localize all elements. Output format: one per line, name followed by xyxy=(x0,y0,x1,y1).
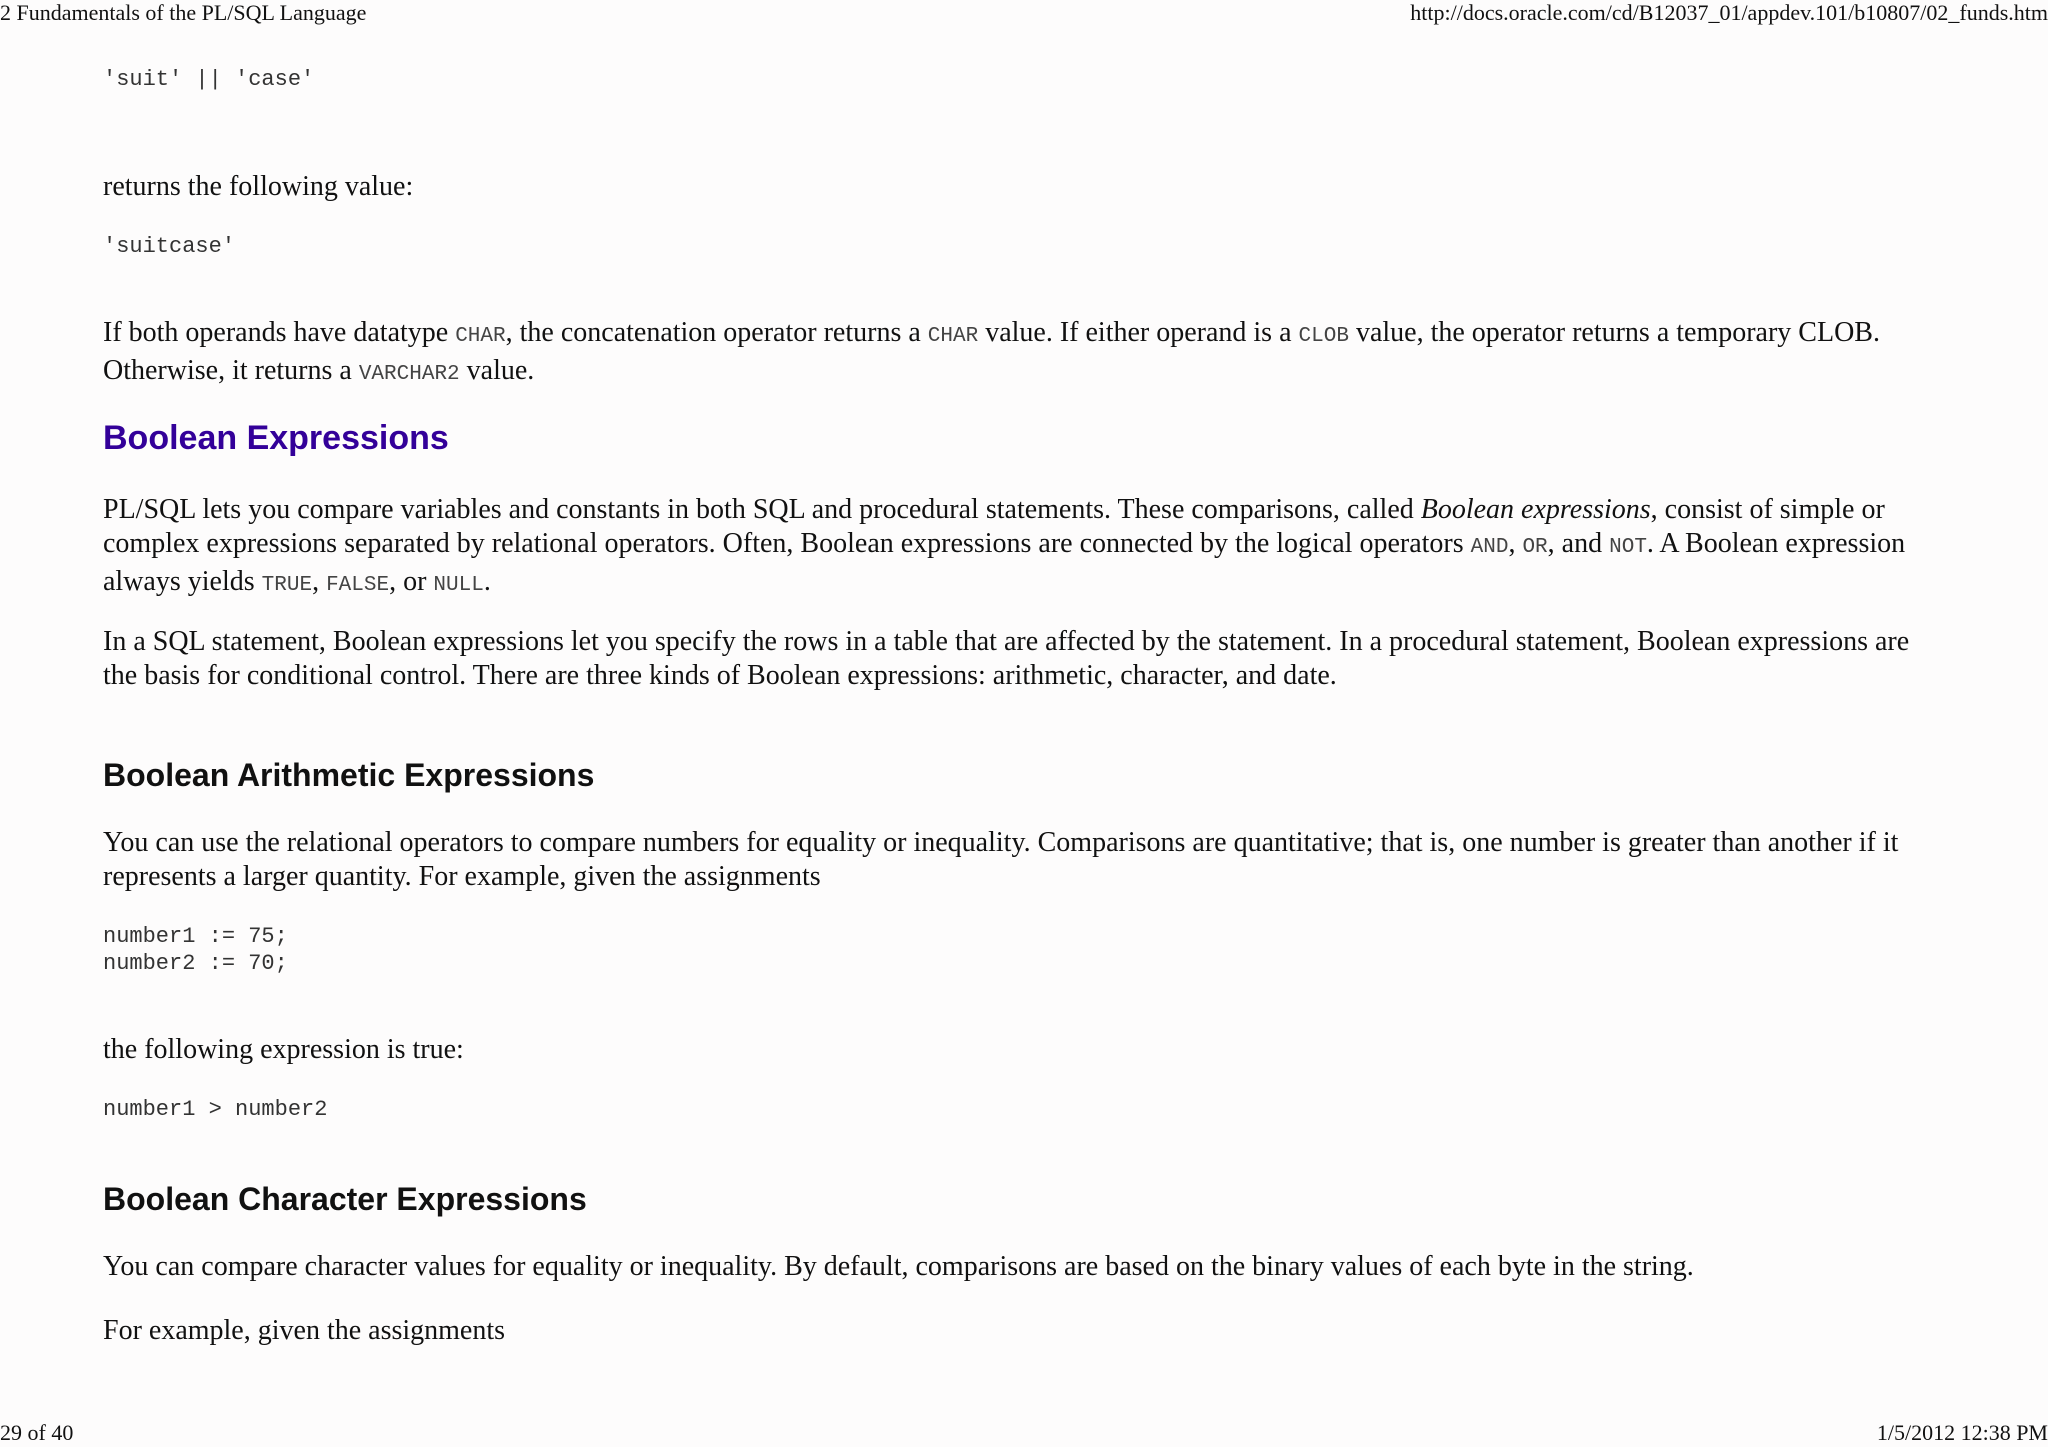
text-run: . xyxy=(483,566,491,597)
text-run: PL/SQL lets you compare variables and constants in both SQL and procedural statements. These comparisons, called xyxy=(103,494,1421,525)
heading-boolean-expressions: Boolean Expressions xyxy=(103,419,449,457)
text-run: . A Boolean expression always yields xyxy=(103,528,1906,597)
text-run: , consist of simple or complex expressions separated by relational operators. Often, Boolean expressions are connected by the logical operators xyxy=(103,494,1885,559)
term-boolean-expressions: Boolean expressions xyxy=(1420,494,1651,525)
keyword-and: AND xyxy=(1470,536,1509,559)
text-run: , the concatenation operator returns a xyxy=(505,317,928,348)
keyword-not: NOT xyxy=(1609,536,1647,559)
paragraph-expression-true: the following expression is true: xyxy=(103,1034,464,1065)
paragraph-boolean-intro xyxy=(103,493,1948,603)
page-footer-datetime: 1/5/2012 12:38 PM xyxy=(1876,1420,2048,1445)
paragraph-for-example: For example, given the assignments xyxy=(103,1315,506,1346)
page-header-url: http://docs.oracle.com/cd/B12037_01/appdev.101/b10807/02_funds.htm xyxy=(1410,0,2048,25)
text-run: , xyxy=(1508,528,1523,559)
paragraph-character: You can compare character values for equality or inequality. By default, comparisons are based on the binary values of each byte in the string. xyxy=(103,1251,1694,1282)
keyword-false: FALSE xyxy=(326,574,390,597)
keyword-char: CHAR xyxy=(455,325,506,348)
paragraph-arithmetic: You can use the relational operators to compare numbers for equality or inequality. Comparisons are quantitative; that is, one number is greater than another if it represents a larger quantity. For example, given the assignments xyxy=(103,827,1899,892)
page-header-title: 2 Fundamentals of the PL/SQL Language xyxy=(0,0,367,25)
keyword-or: OR xyxy=(1522,536,1548,559)
heading-boolean-character: Boolean Character Expressions xyxy=(103,1181,587,1217)
text-run: value, the operator returns a temporary CLOB. Otherwise, it returns a xyxy=(103,317,1880,386)
text-run: , and xyxy=(1547,528,1610,559)
text-run: , or xyxy=(389,566,434,597)
heading-boolean-arithmetic: Boolean Arithmetic Expressions xyxy=(103,757,595,793)
paragraph-returns: returns the following value: xyxy=(103,171,414,202)
page-footer-page-number: 29 of 40 xyxy=(0,1420,74,1445)
text-run: value. xyxy=(459,355,535,386)
keyword-null: NULL xyxy=(433,574,484,597)
text-run: , xyxy=(312,566,327,597)
code-example-assignments: number1 := 75; number2 := 70; xyxy=(103,924,288,976)
keyword-varchar2: VARCHAR2 xyxy=(358,363,460,386)
code-example-result: 'suitcase' xyxy=(103,234,236,259)
paragraph-concat-datatype xyxy=(103,316,1948,392)
text-run: value. If either operand is a xyxy=(978,317,1299,348)
keyword-clob: CLOB xyxy=(1298,325,1349,348)
code-example-comparison: number1 > number2 xyxy=(103,1097,328,1122)
code-example-concat: 'suit' || 'case' xyxy=(103,67,315,92)
keyword-true: TRUE xyxy=(261,574,313,597)
text-run: If both operands have datatype xyxy=(103,317,456,348)
paragraph-boolean-usage: In a SQL statement, Boolean expressions let you specify the rows in a table that are affected by the statement. In a procedural statement, Boolean expressions are the basis for conditional control. There are three kinds of Boolean expressions: arithmetic, character, and date. xyxy=(103,626,1910,691)
keyword-char: CHAR xyxy=(927,325,979,348)
